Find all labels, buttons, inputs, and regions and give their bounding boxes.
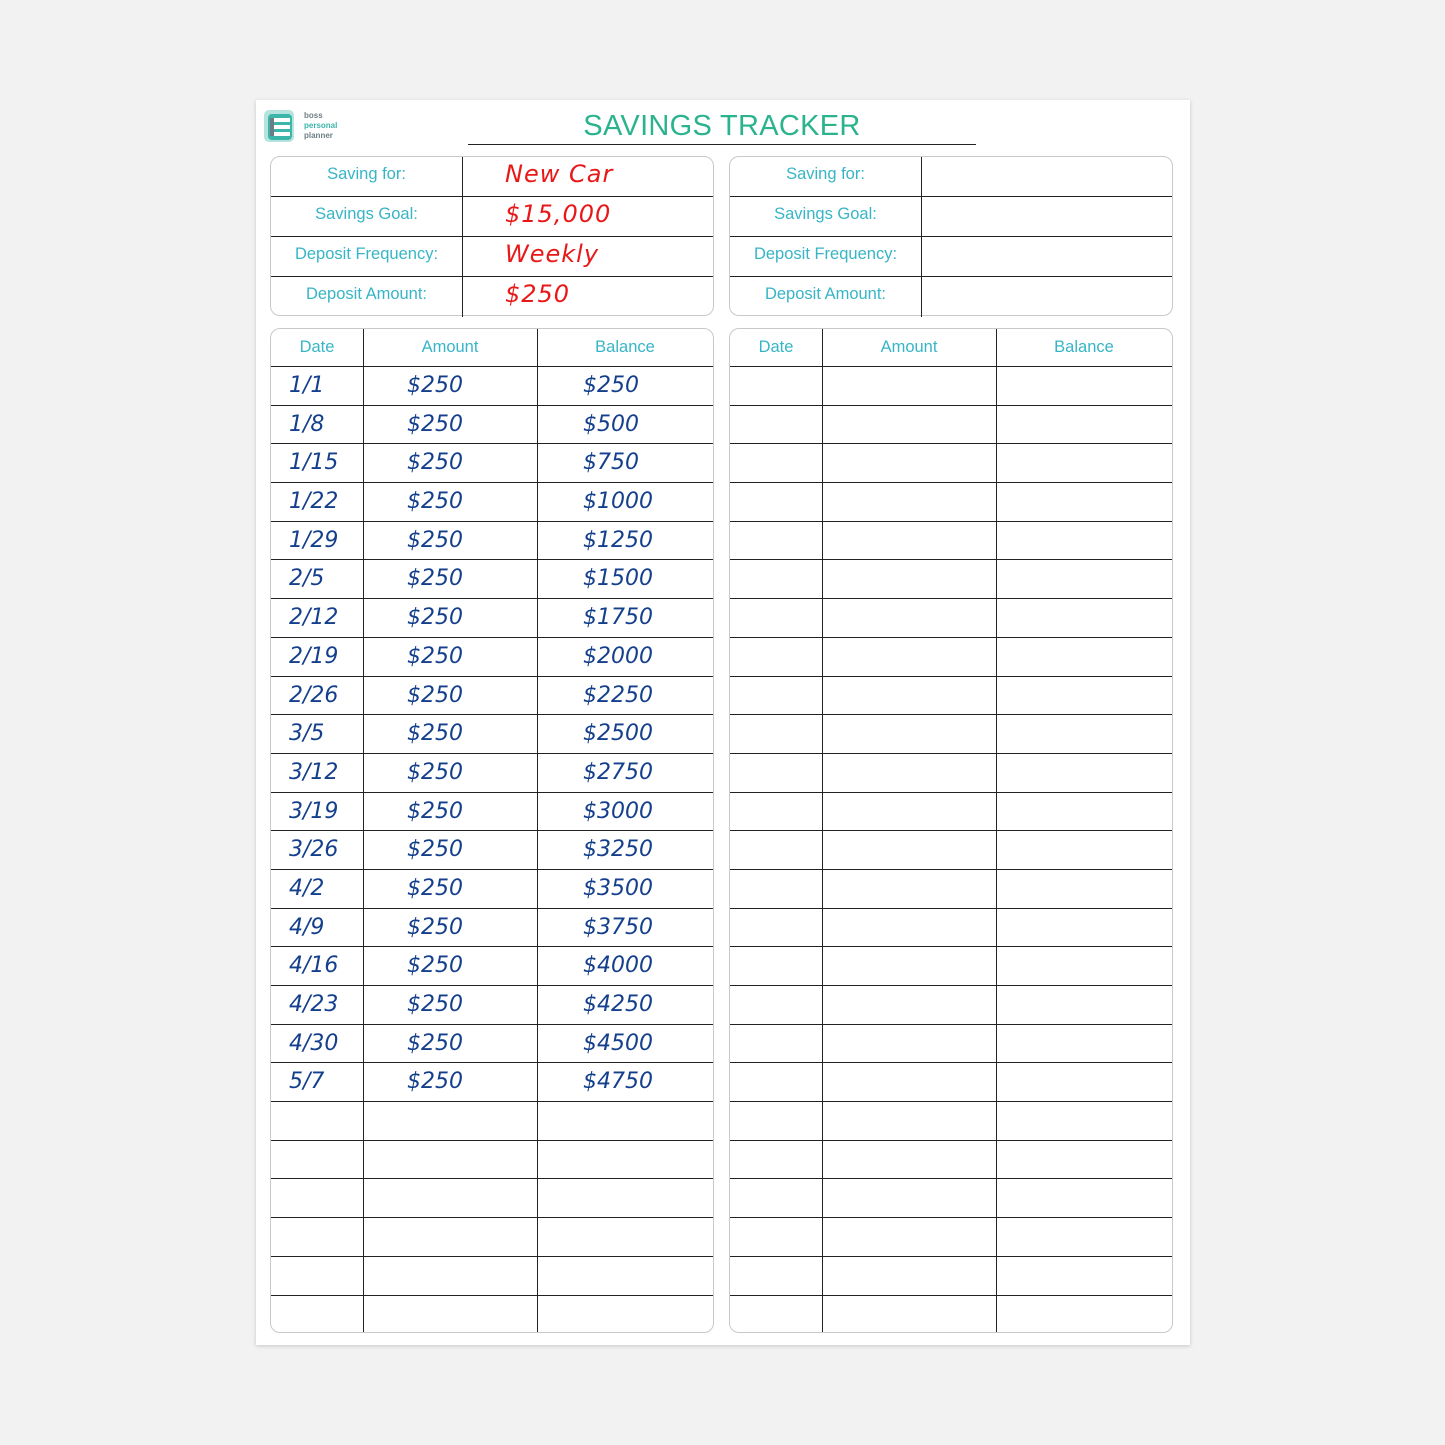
amount-cell[interactable] — [866, 1218, 996, 1256]
amount-cell[interactable] — [866, 986, 996, 1024]
date-cell[interactable]: 4/2 — [289, 875, 325, 901]
balance-cell[interactable]: $3750 — [583, 914, 653, 940]
amount-cell[interactable] — [866, 870, 996, 908]
amount-cell[interactable] — [866, 483, 996, 521]
table-row — [271, 986, 713, 1025]
date-cell[interactable] — [289, 1218, 363, 1256]
table-row — [271, 367, 713, 406]
table-row — [271, 1025, 713, 1064]
balance-cell[interactable] — [1042, 715, 1172, 753]
table-row — [271, 1141, 713, 1180]
table-row — [271, 831, 713, 870]
date-cell[interactable] — [748, 1141, 822, 1179]
amount-cell[interactable]: $250 — [407, 682, 463, 708]
right-deposit-log — [729, 328, 1173, 1333]
amount-cell[interactable]: $250 — [407, 527, 463, 553]
balance-cell[interactable] — [1042, 483, 1172, 521]
amount-header: Amount — [421, 338, 479, 356]
amount-cell[interactable]: $250 — [407, 914, 463, 940]
date-cell[interactable] — [748, 444, 822, 482]
balance-cell[interactable] — [1042, 677, 1172, 715]
amount-cell[interactable] — [407, 1218, 537, 1256]
date-cell[interactable] — [748, 1025, 822, 1063]
logo-line-3: planner — [304, 131, 333, 140]
table-row — [271, 406, 713, 445]
deposit-frequency-row — [730, 237, 1172, 277]
amount-cell[interactable]: $250 — [407, 837, 463, 863]
balance-cell[interactable] — [1042, 1257, 1172, 1295]
logo-icon — [264, 110, 296, 144]
balance-cell[interactable] — [1042, 1141, 1172, 1179]
balance-cell[interactable] — [1042, 367, 1172, 405]
saving-for-label: Saving for: — [271, 157, 463, 197]
savings-goal-row — [271, 197, 713, 237]
balance-cell[interactable] — [1042, 1296, 1172, 1334]
balance-cell[interactable] — [583, 1102, 713, 1140]
table-row — [730, 909, 1172, 948]
amount-cell[interactable] — [866, 715, 996, 753]
table-row — [730, 638, 1172, 677]
amount-cell[interactable]: $250 — [407, 1030, 463, 1056]
table-row — [730, 1102, 1172, 1141]
amount-cell[interactable] — [866, 522, 996, 560]
balance-cell[interactable] — [1042, 638, 1172, 676]
date-cell[interactable] — [289, 1257, 363, 1295]
date-header: Date — [299, 338, 335, 356]
balance-cell[interactable] — [583, 1218, 713, 1256]
savings-goal-label: Savings Goal: — [730, 197, 922, 237]
table-row — [730, 483, 1172, 522]
amount-cell[interactable] — [407, 1179, 537, 1217]
date-cell[interactable]: 4/16 — [289, 953, 339, 979]
table-row — [271, 638, 713, 677]
table-row — [271, 947, 713, 986]
deposit-frequency-value[interactable]: Weekly — [505, 240, 600, 268]
right-info-box — [729, 156, 1173, 316]
date-cell[interactable]: 1/8 — [289, 411, 325, 437]
balance-cell[interactable] — [1042, 522, 1172, 560]
table-row — [271, 1179, 713, 1218]
table-row — [271, 754, 713, 793]
date-cell[interactable] — [748, 793, 822, 831]
date-cell[interactable] — [748, 754, 822, 792]
saving-for-value[interactable]: New Car — [505, 160, 614, 188]
amount-cell[interactable] — [407, 1141, 537, 1179]
balance-cell[interactable] — [1042, 947, 1172, 985]
table-row — [730, 831, 1172, 870]
deposit-frequency-label: Deposit Frequency: — [730, 237, 922, 277]
balance-cell[interactable] — [1042, 986, 1172, 1024]
table-row — [271, 560, 713, 599]
savings-goal-value[interactable] — [922, 197, 1172, 237]
amount-cell[interactable] — [866, 1102, 996, 1140]
table-row — [730, 406, 1172, 445]
savings-goal-value[interactable]: $15,000 — [505, 200, 612, 228]
balance-cell[interactable] — [583, 1296, 713, 1334]
date-cell[interactable] — [748, 870, 822, 908]
table-row — [271, 599, 713, 638]
page-title: SAVINGS TRACKER — [468, 108, 976, 145]
table-row — [271, 715, 713, 754]
amount-cell[interactable] — [407, 1257, 537, 1295]
logo-wordmark — [304, 111, 337, 141]
date-cell[interactable] — [289, 1296, 363, 1334]
table-row — [730, 754, 1172, 793]
balance-cell[interactable] — [1042, 870, 1172, 908]
table-row — [730, 1257, 1172, 1296]
date-cell[interactable] — [748, 1257, 822, 1295]
date-cell[interactable] — [748, 599, 822, 637]
amount-cell[interactable]: $250 — [407, 992, 463, 1017]
balance-cell[interactable] — [583, 1141, 713, 1179]
table-row — [730, 1218, 1172, 1257]
table-row — [730, 1179, 1172, 1218]
balance-cell[interactable]: $500 — [583, 411, 639, 437]
table-row — [271, 793, 713, 832]
date-cell[interactable]: 1/15 — [289, 450, 339, 476]
date-cell[interactable] — [289, 1179, 363, 1217]
date-cell[interactable] — [748, 483, 822, 521]
table-row — [730, 367, 1172, 406]
balance-cell[interactable]: $1500 — [583, 566, 653, 592]
balance-cell[interactable]: $3500 — [583, 875, 653, 901]
balance-cell[interactable] — [1042, 1179, 1172, 1217]
balance-cell[interactable] — [1042, 1218, 1172, 1256]
date-cell[interactable] — [748, 522, 822, 560]
left-deposit-log — [270, 328, 714, 1333]
balance-cell[interactable] — [1042, 793, 1172, 831]
amount-cell[interactable] — [866, 754, 996, 792]
table-row — [271, 677, 713, 716]
balance-cell[interactable]: $2250 — [583, 682, 653, 708]
balance-cell[interactable] — [1042, 754, 1172, 792]
deposit-amount-label: Deposit Amount: — [271, 277, 463, 317]
table-row — [730, 599, 1172, 638]
date-cell[interactable] — [748, 638, 822, 676]
amount-cell[interactable] — [866, 831, 996, 869]
date-cell[interactable] — [289, 1141, 363, 1179]
amount-cell[interactable]: $250 — [407, 489, 463, 515]
amount-cell[interactable] — [866, 677, 996, 715]
date-cell[interactable] — [748, 677, 822, 715]
table-row — [730, 677, 1172, 716]
date-cell[interactable] — [748, 367, 822, 405]
balance-cell[interactable]: $2000 — [583, 643, 653, 669]
table-row — [271, 1257, 713, 1296]
table-row — [730, 986, 1172, 1025]
savings-goal-row — [730, 197, 1172, 237]
balance-cell[interactable]: $4750 — [583, 1069, 653, 1095]
balance-cell[interactable] — [1042, 831, 1172, 869]
balance-cell[interactable] — [1042, 1102, 1172, 1140]
balance-cell[interactable] — [583, 1179, 713, 1217]
balance-cell[interactable]: $4000 — [583, 953, 653, 979]
amount-cell[interactable] — [407, 1102, 537, 1140]
amount-cell[interactable] — [866, 1257, 996, 1295]
table-row — [730, 1063, 1172, 1102]
amount-cell[interactable] — [866, 367, 996, 405]
balance-cell[interactable]: $1750 — [583, 605, 653, 631]
table-row — [271, 870, 713, 909]
amount-cell[interactable] — [866, 1179, 996, 1217]
amount-cell[interactable] — [866, 406, 996, 444]
deposit-amount-value[interactable]: $250 — [505, 280, 571, 308]
deposit-frequency-label: Deposit Frequency: — [271, 237, 463, 277]
balance-header: Balance — [1054, 338, 1114, 356]
date-cell[interactable] — [748, 831, 822, 869]
amount-header: Amount — [880, 338, 938, 356]
balance-cell[interactable]: $2500 — [583, 721, 653, 747]
balance-cell[interactable]: $1000 — [583, 489, 653, 515]
table-row — [730, 947, 1172, 986]
logo-line-1: boss — [304, 111, 323, 120]
date-cell[interactable] — [748, 1218, 822, 1256]
date-cell[interactable]: 4/9 — [289, 914, 325, 940]
amount-cell[interactable] — [866, 560, 996, 598]
deposit-amount-label: Deposit Amount: — [730, 277, 922, 317]
table-row — [730, 1296, 1172, 1334]
deposit-amount-row — [730, 277, 1172, 317]
date-cell[interactable] — [748, 1296, 822, 1334]
date-cell[interactable]: 3/26 — [289, 837, 339, 863]
left-info-box — [270, 156, 714, 316]
amount-cell[interactable]: $250 — [407, 373, 463, 398]
amount-cell[interactable]: $250 — [407, 411, 463, 437]
amount-cell[interactable]: $250 — [407, 721, 463, 747]
table-body — [730, 367, 1172, 1333]
date-cell[interactable]: 2/19 — [289, 643, 339, 669]
date-cell[interactable]: 2/26 — [289, 682, 339, 708]
balance-cell[interactable]: $750 — [583, 450, 639, 476]
amount-cell[interactable]: $250 — [407, 759, 463, 785]
planner-page — [256, 100, 1190, 1345]
date-cell[interactable]: 2/5 — [289, 566, 325, 592]
date-cell[interactable] — [748, 947, 822, 985]
date-cell[interactable]: 4/23 — [289, 992, 339, 1017]
table-row — [271, 1296, 713, 1334]
amount-cell[interactable] — [866, 909, 996, 947]
saving-for-value[interactable] — [922, 157, 1172, 197]
date-cell[interactable] — [748, 1063, 822, 1101]
table-row — [730, 870, 1172, 909]
deposit-frequency-row — [271, 237, 713, 277]
date-cell[interactable]: 3/5 — [289, 721, 325, 747]
balance-cell[interactable]: $3000 — [583, 798, 653, 824]
balance-cell[interactable] — [1042, 406, 1172, 444]
balance-cell[interactable] — [1042, 909, 1172, 947]
balance-cell[interactable]: $1250 — [583, 527, 653, 553]
balance-cell[interactable]: $4250 — [583, 992, 653, 1017]
saving-for-row — [730, 157, 1172, 197]
table-row — [271, 1063, 713, 1102]
table-row — [271, 444, 713, 483]
balance-cell[interactable]: $250 — [583, 373, 639, 398]
date-cell[interactable] — [748, 909, 822, 947]
date-cell[interactable]: 2/12 — [289, 605, 339, 631]
date-cell[interactable] — [748, 406, 822, 444]
date-cell[interactable]: 1/1 — [289, 373, 325, 398]
table-row — [730, 522, 1172, 561]
table-row — [730, 560, 1172, 599]
amount-cell[interactable] — [866, 1141, 996, 1179]
table-row — [730, 444, 1172, 483]
table-row — [730, 1141, 1172, 1180]
table-header — [271, 329, 713, 367]
table-row — [730, 793, 1172, 832]
logo-line-2: personal — [304, 121, 338, 130]
date-cell[interactable]: 1/22 — [289, 489, 339, 515]
amount-cell[interactable]: $250 — [407, 875, 463, 901]
date-header: Date — [758, 338, 794, 356]
date-cell[interactable]: 5/7 — [289, 1069, 325, 1095]
deposit-amount-value[interactable] — [922, 277, 1172, 317]
table-row — [271, 1102, 713, 1141]
date-cell[interactable]: 4/30 — [289, 1030, 339, 1056]
table-row — [271, 1218, 713, 1257]
table-row — [271, 522, 713, 561]
amount-cell[interactable] — [866, 947, 996, 985]
date-cell[interactable] — [748, 1102, 822, 1140]
balance-header: Balance — [595, 338, 655, 356]
balance-cell[interactable] — [583, 1257, 713, 1295]
amount-cell[interactable] — [866, 638, 996, 676]
saving-for-label: Saving for: — [730, 157, 922, 197]
saving-for-row — [271, 157, 713, 197]
table-row — [730, 1025, 1172, 1064]
balance-cell[interactable] — [1042, 560, 1172, 598]
balance-cell[interactable]: $2750 — [583, 759, 653, 785]
date-cell[interactable] — [289, 1102, 363, 1140]
balance-cell[interactable] — [1042, 444, 1172, 482]
date-cell[interactable] — [748, 715, 822, 753]
amount-cell[interactable]: $250 — [407, 953, 463, 979]
date-cell[interactable]: 1/29 — [289, 527, 339, 553]
table-header — [730, 329, 1172, 367]
table-row — [271, 483, 713, 522]
amount-cell[interactable]: $250 — [407, 798, 463, 824]
date-cell[interactable] — [748, 560, 822, 598]
amount-cell[interactable] — [866, 793, 996, 831]
table-row — [271, 909, 713, 948]
amount-cell[interactable]: $250 — [407, 643, 463, 669]
balance-cell[interactable] — [1042, 1063, 1172, 1101]
amount-cell[interactable] — [866, 1025, 996, 1063]
date-cell[interactable] — [748, 986, 822, 1024]
date-cell[interactable]: 3/12 — [289, 759, 339, 785]
savings-goal-label: Savings Goal: — [271, 197, 463, 237]
amount-cell[interactable] — [866, 444, 996, 482]
amount-cell[interactable]: $250 — [407, 450, 463, 476]
amount-cell[interactable] — [407, 1296, 537, 1334]
table-row — [730, 715, 1172, 754]
balance-cell[interactable] — [1042, 1025, 1172, 1063]
amount-cell[interactable]: $250 — [407, 1069, 463, 1095]
amount-cell[interactable] — [866, 599, 996, 637]
balance-cell[interactable]: $4500 — [583, 1030, 653, 1056]
amount-cell[interactable]: $250 — [407, 566, 463, 592]
balance-cell[interactable] — [1042, 599, 1172, 637]
balance-cell[interactable]: $3250 — [583, 837, 653, 863]
logo — [264, 110, 354, 146]
table-body — [271, 367, 713, 1333]
deposit-frequency-value[interactable] — [922, 237, 1172, 277]
deposit-amount-row — [271, 277, 713, 317]
amount-cell[interactable] — [866, 1063, 996, 1101]
date-cell[interactable] — [748, 1179, 822, 1217]
amount-cell[interactable]: $250 — [407, 605, 463, 631]
date-cell[interactable]: 3/19 — [289, 798, 339, 824]
amount-cell[interactable] — [866, 1296, 996, 1334]
